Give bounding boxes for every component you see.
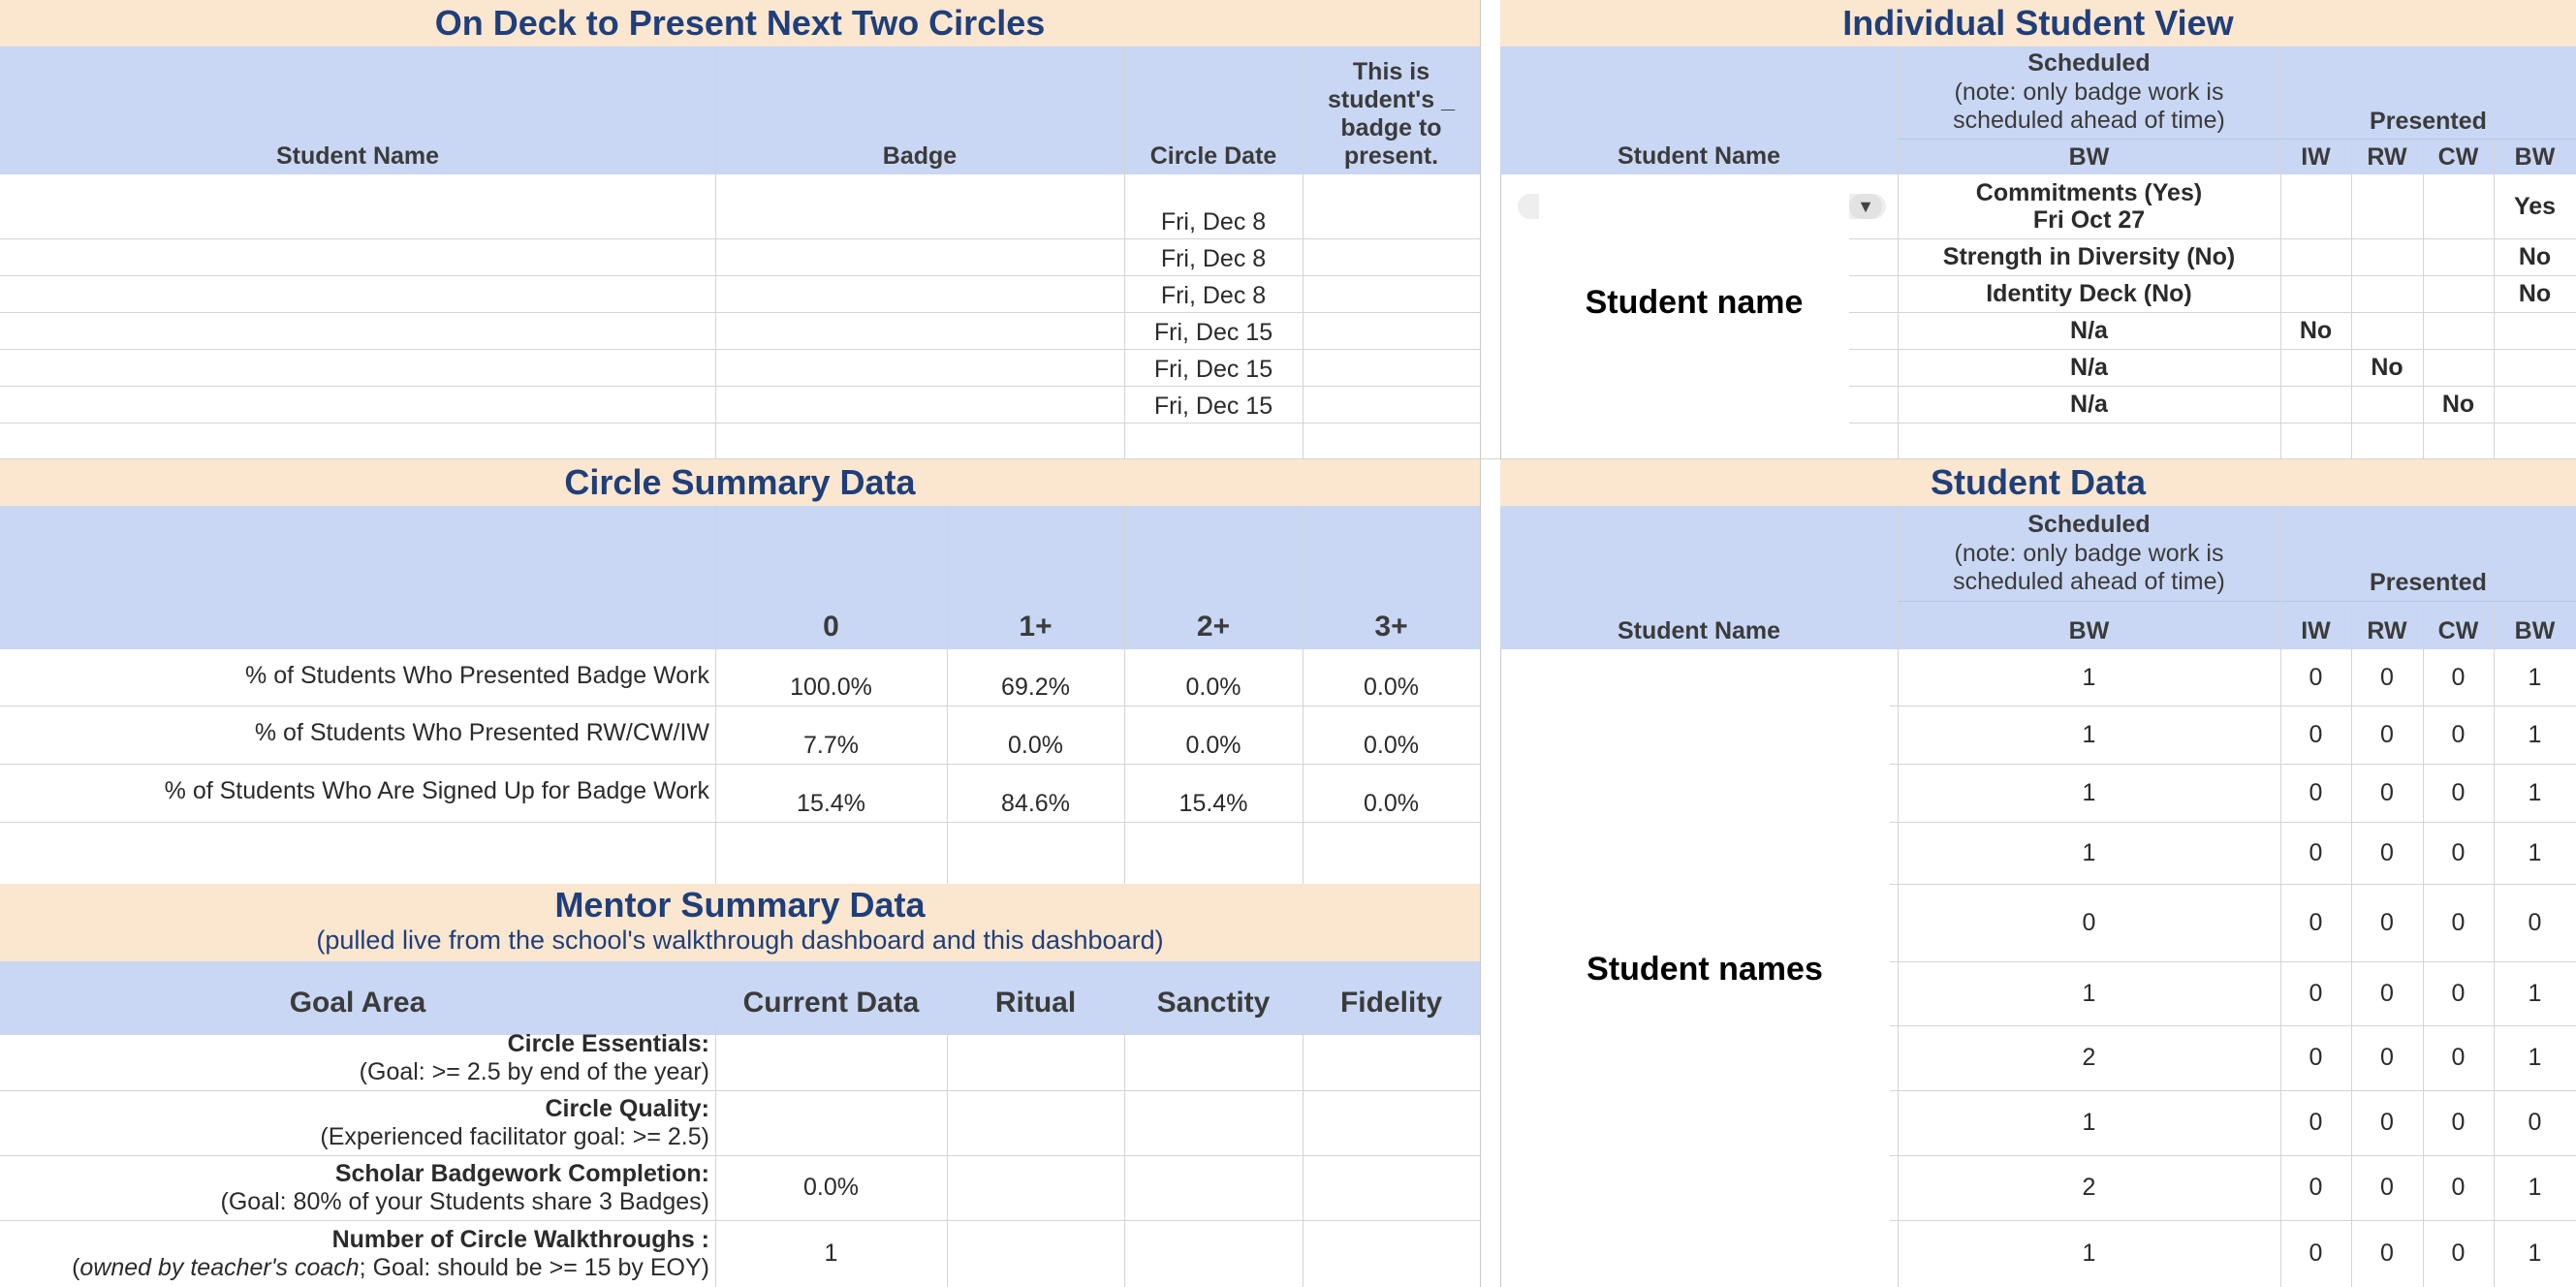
mentor-goal-text: (Goal: >= 2.5 by end of the year): [359, 1057, 709, 1085]
on-deck-circle-date: Fri, Dec 8: [1160, 208, 1267, 235]
individual-rw-cell: No: [2371, 353, 2403, 381]
student-data-rw: 0: [2380, 778, 2394, 806]
student-data-iw: 0: [2309, 1240, 2323, 1267]
individual-iw-cell: [2280, 238, 2351, 275]
circle-summary-col-header: 1+: [947, 506, 1124, 649]
mentor-current-data: 1: [824, 1240, 838, 1267]
individual-cw-cell: [2423, 275, 2494, 312]
on-deck-title: [0, 0, 1480, 47]
chevron-down-icon[interactable]: ▼: [1849, 194, 1882, 219]
individual-title-text: Individual Student View: [1842, 3, 2234, 43]
student-data-cw: 0: [2451, 1240, 2466, 1267]
student-data-rw: 0: [2380, 1174, 2394, 1201]
student-data-rw: 0: [2380, 720, 2394, 748]
student-data-bw-presented: 0: [2528, 1109, 2542, 1136]
on-deck-circle-date: Fri, Dec 15: [1153, 319, 1273, 346]
individual-header-scheduled-note: (note: only badge work is scheduled ahead of time): [1898, 78, 2280, 136]
circle-summary-col-header: 2+: [1124, 506, 1303, 649]
student-data-bw-presented: 1: [2528, 720, 2542, 748]
individual-cw-cell: [2423, 312, 2494, 349]
mentor-current-data: [715, 1090, 947, 1155]
student-data-rw: 0: [2380, 1044, 2394, 1071]
student-data-bw-scheduled: 1: [2082, 720, 2096, 748]
individual-rw-cell: [2351, 312, 2423, 349]
student-data-rw: 0: [2380, 979, 2394, 1007]
individual-scheduled-cell: N/a: [2070, 316, 2108, 344]
student-names-overlay: Student names: [1520, 651, 1890, 1287]
individual-iw-cell: [2280, 174, 2351, 238]
student-data-iw: 0: [2309, 838, 2323, 866]
student-data-bw-presented: 0: [2528, 908, 2542, 936]
individual-header-rw: RW: [2351, 140, 2423, 174]
student-data-cw: 0: [2451, 778, 2466, 806]
mentor-goal-area-cell: [0, 1025, 715, 1090]
student-data-iw: 0: [2309, 720, 2323, 748]
student-name-overlay: Student name: [1539, 178, 1849, 426]
student-data-rw: 0: [2380, 838, 2394, 866]
circle-summary-value: 100.0%: [790, 674, 872, 701]
mentor-goal-italic: owned by teacher's coach: [79, 1253, 360, 1281]
mentor-goal-rest: ; Goal: should be >= 15 by EOY): [359, 1253, 709, 1281]
individual-scheduled-cell: Strength in Diversity (No): [1942, 242, 2236, 270]
student-data-cw: 0: [2451, 979, 2466, 1007]
individual-header-bw-presented: BW: [2494, 140, 2576, 174]
student-data-iw: 0: [2309, 1044, 2323, 1071]
mentor-goal-area-cell: [0, 1220, 715, 1287]
mentor-current-data: 0.0%: [803, 1174, 859, 1201]
mentor-title-block: [0, 884, 1480, 961]
circle-summary-col-header: 0: [715, 506, 947, 649]
student-data-rw: 0: [2380, 1109, 2394, 1136]
circle-summary-title: [0, 459, 1480, 506]
student-data-cw: 0: [2451, 838, 2466, 866]
individual-rw-cell: [2351, 238, 2423, 275]
mentor-header-fidelity: Fidelity: [1303, 971, 1480, 1035]
on-deck-title-text: On Deck to Present Next Two Circles: [434, 3, 1046, 43]
student-data-bw-presented: 1: [2528, 1174, 2542, 1201]
individual-header-bw: BW: [1898, 140, 2280, 174]
individual-rw-cell: [2351, 174, 2423, 238]
individual-scheduled-badge: Commitments (Yes): [1975, 179, 2203, 206]
individual-cw-cell: [2423, 238, 2494, 275]
on-deck-circle-date: Fri, Dec 15: [1153, 356, 1273, 383]
student-data-bw-scheduled: 1: [2082, 838, 2096, 866]
individual-scheduled-cell: [1898, 174, 2280, 238]
mentor-goal-area-cell: [0, 1155, 715, 1220]
individual-header-iw: IW: [2280, 140, 2351, 174]
student-data-cw: 0: [2451, 720, 2466, 748]
student-data-cw: 0: [2451, 1174, 2466, 1201]
mentor-goal-title: Scholar Badgework Completion:: [334, 1159, 709, 1187]
mentor-goal-area-cell: [0, 1090, 715, 1155]
student-data-header-bw-presented: BW: [2494, 602, 2576, 649]
on-deck-header-badge: Badge: [715, 47, 1124, 174]
mentor-goal-title: Number of Circle Walkthroughs :: [331, 1225, 709, 1253]
individual-bw-cell: Yes: [2513, 192, 2557, 220]
circle-summary-row-label: % of Students Who Presented Badge Work: [245, 661, 709, 689]
circle-summary-value: 0.0%: [1008, 732, 1063, 759]
student-data-cw: 0: [2451, 663, 2466, 691]
student-data-header-bw: BW: [1898, 602, 2280, 649]
circle-summary-row-label: % of Students Who Presented RW/CW/IW: [254, 718, 709, 746]
student-data-bw-scheduled: 2: [2082, 1044, 2096, 1071]
student-data-iw: 0: [2309, 663, 2323, 691]
individual-scheduled-cell: Identity Deck (No): [1986, 279, 2192, 307]
circle-summary-value: 0.0%: [1185, 732, 1241, 759]
student-data-iw: 0: [2309, 979, 2323, 1007]
individual-iw-cell: [2280, 275, 2351, 312]
mentor-header-current: Current Data: [715, 971, 947, 1035]
circle-summary-value: 7.7%: [803, 732, 859, 759]
student-data-iw: 0: [2309, 908, 2323, 936]
individual-header-cw: CW: [2423, 140, 2494, 174]
individual-bw-cell: No: [2518, 279, 2552, 307]
mentor-current-data: [715, 1025, 947, 1090]
circle-summary-value: 0.0%: [1364, 674, 1419, 701]
on-deck-circle-date: Fri, Dec 15: [1153, 392, 1273, 420]
mentor-header-ritual: Ritual: [947, 971, 1124, 1035]
circle-summary-value: 84.6%: [1001, 790, 1070, 817]
student-data-iw: 0: [2309, 778, 2323, 806]
individual-bw-cell: [2494, 312, 2576, 349]
student-data-bw-scheduled: 1: [2082, 778, 2096, 806]
student-data-bw-scheduled: 1: [2082, 979, 2096, 1007]
mentor-goal-text: (Goal: 80% of your Students share 3 Badges): [220, 1187, 709, 1215]
mentor-subtitle: (pulled live from the school's walkthrough dashboard and this dashboard): [316, 926, 1164, 955]
student-data-header-scheduled: Scheduled: [1898, 510, 2280, 539]
student-data-bw-scheduled: 1: [2082, 1240, 2096, 1267]
mentor-goal-text: [72, 1254, 709, 1282]
circle-summary-value: 15.4%: [1178, 790, 1248, 817]
student-data-bw-presented: 1: [2528, 979, 2542, 1007]
mentor-header-goal-area: Goal Area: [0, 971, 715, 1035]
individual-iw-cell: [2280, 349, 2351, 386]
circle-summary-value: 0.0%: [1185, 674, 1241, 701]
circle-summary-value: 15.4%: [797, 790, 865, 817]
student-data-cw: 0: [2451, 1109, 2466, 1136]
circle-summary-value: 0.0%: [1364, 732, 1419, 759]
student-data-rw: 0: [2380, 1240, 2394, 1267]
student-data-iw: 0: [2309, 1174, 2323, 1201]
circle-summary-row-label: % of Students Who Are Signed Up for Badge Work: [164, 776, 709, 804]
student-data-rw: 0: [2380, 663, 2394, 691]
mentor-goal-title: Circle Essentials:: [507, 1029, 709, 1057]
student-data-rw: 0: [2380, 908, 2394, 936]
student-data-bw-scheduled: 1: [2082, 663, 2096, 691]
mentor-goal-title: Circle Quality:: [545, 1094, 709, 1122]
individual-title: [1500, 0, 2576, 47]
student-data-header-scheduled-note: (note: only badge work is scheduled ahead of time): [1898, 539, 2280, 597]
student-data-header-iw: IW: [2280, 602, 2351, 649]
circle-summary-col-header: 3+: [1303, 506, 1480, 649]
individual-bw-cell: [2494, 349, 2576, 386]
individual-bw-cell: No: [2518, 242, 2552, 270]
student-data-bw-presented: 1: [2528, 1044, 2542, 1071]
student-data-header-presented: Presented: [2280, 566, 2576, 599]
student-data-bw-scheduled: 0: [2082, 908, 2096, 936]
student-data-bw-presented: 1: [2528, 838, 2542, 866]
circle-summary-title-text: Circle Summary Data: [564, 462, 916, 502]
individual-rw-cell: [2351, 386, 2423, 423]
mentor-goal-text: (Experienced facilitator goal: >= 2.5): [320, 1122, 709, 1150]
individual-rw-cell: [2351, 275, 2423, 312]
individual-cw-cell: No: [2441, 390, 2475, 418]
student-data-title: [1500, 459, 2576, 506]
student-data-bw-scheduled: 1: [2082, 1109, 2096, 1136]
on-deck-header-student-name: Student Name: [0, 47, 715, 174]
individual-header-scheduled: Scheduled: [1898, 48, 2280, 78]
student-data-header-cw: CW: [2423, 602, 2494, 649]
mentor-title: Mentor Summary Data: [554, 885, 926, 925]
individual-iw-cell: No: [2299, 316, 2333, 344]
student-data-header-rw: RW: [2351, 602, 2423, 649]
circle-summary-value: 0.0%: [1364, 790, 1419, 817]
student-data-title-text: Student Data: [1930, 462, 2146, 502]
individual-header-student-name: Student Name: [1500, 47, 1898, 174]
on-deck-circle-date: Fri, Dec 8: [1160, 282, 1267, 309]
on-deck-header-circle-date: Circle Date: [1124, 47, 1303, 174]
student-data-bw-presented: 1: [2528, 778, 2542, 806]
individual-scheduled-cell: N/a: [2070, 353, 2108, 381]
student-data-bw-scheduled: 2: [2082, 1174, 2096, 1201]
student-data-cw: 0: [2451, 908, 2466, 936]
student-data-iw: 0: [2309, 1109, 2323, 1136]
individual-scheduled-cell: N/a: [2070, 390, 2108, 418]
mentor-header-sanctity: Sanctity: [1124, 971, 1303, 1035]
individual-cw-cell: [2423, 174, 2494, 238]
circle-summary-value: 69.2%: [1001, 674, 1070, 701]
individual-cw-cell: [2423, 349, 2494, 386]
student-data-bw-presented: 1: [2528, 1240, 2542, 1267]
individual-header-presented: Presented: [2280, 105, 2576, 138]
on-deck-circle-date: Fri, Dec 8: [1160, 245, 1267, 272]
student-data-cw: 0: [2451, 1044, 2466, 1071]
individual-bw-cell: [2494, 386, 2576, 423]
on-deck-header-badge-order: This is student's _ badge to present.: [1303, 54, 1480, 174]
individual-iw-cell: [2280, 386, 2351, 423]
student-data-bw-presented: 1: [2528, 663, 2542, 691]
mentor-goal-open: (: [72, 1253, 80, 1281]
student-data-header-student-name: Student Name: [1500, 506, 1898, 649]
individual-scheduled-date: Fri Oct 27: [2032, 206, 2146, 234]
